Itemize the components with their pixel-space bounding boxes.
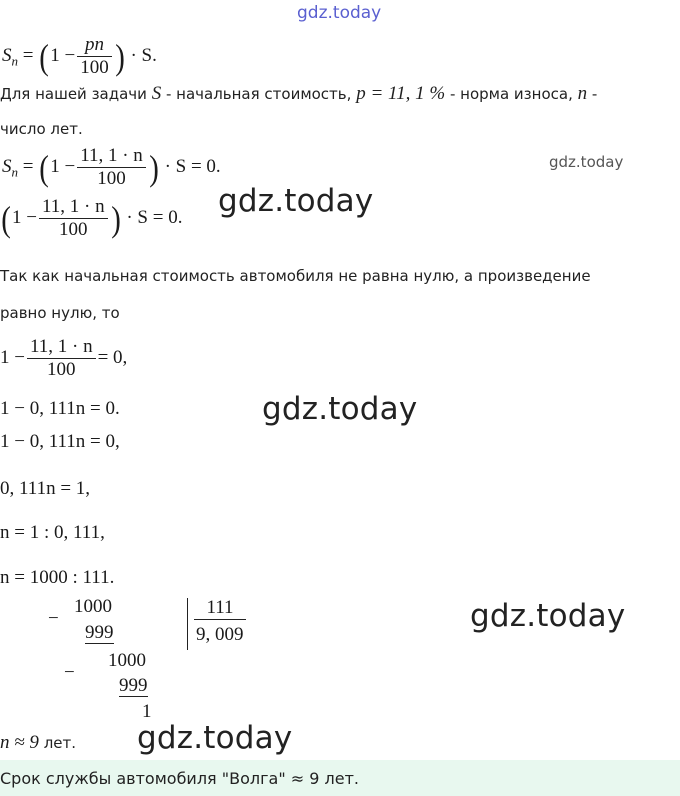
formula-1: $S_n = (1$ − $\frac{pn}{100}$ ) · S. — [2, 34, 157, 78]
approx-expr: n ≈ 9 — [0, 732, 39, 753]
text-1-line-2: число лет. — [0, 120, 83, 138]
formula-1-eq: = — [22, 44, 34, 66]
formula-1-num: pn — [77, 34, 112, 57]
text-1-line-1 — [0, 83, 597, 105]
equation-1 — [0, 336, 127, 381]
approx-unit: лет. — [38, 734, 77, 752]
text-1-b: - начальная стоимость, — [161, 85, 357, 103]
equation-5: n = 1 : 0, 111, — [0, 522, 105, 543]
division-divisor: 111 — [194, 597, 246, 620]
text-1-d: - — [587, 85, 598, 103]
text-1-p-eq: p = 11, 1 % — [356, 83, 446, 104]
text-1-n: n — [577, 83, 588, 104]
division-subtrahend-2: 999 — [119, 675, 148, 696]
formula-2-den: 100 — [97, 168, 126, 189]
division-remainder-2: 1 — [142, 701, 152, 722]
watermark-big-2: gdz.today — [262, 391, 418, 427]
division-dividend: 1000 — [74, 596, 112, 617]
division-bar — [187, 598, 188, 650]
formula-1-tail: · S. — [130, 44, 157, 66]
formula-3-den: 100 — [59, 219, 88, 240]
formula-3-one: 1 − — [12, 206, 37, 228]
formula-3: (1 − $\frac{11, 1 \cdot n}{100}$ ) · S = 0. — [1, 196, 183, 240]
formula-2-sub: n — [11, 164, 18, 180]
formula-3-num: 11, 1 · n — [39, 196, 108, 219]
equation-4: 0, 111n = 1, — [0, 478, 91, 499]
formula-2-tail: · S = 0. — [164, 155, 221, 177]
formula-2-eq: = — [22, 155, 34, 177]
equation-6: n = 1000 : 111. — [0, 567, 115, 588]
formula-2-lhs: S — [2, 155, 12, 177]
approx-line — [0, 732, 76, 754]
watermark-big-3: gdz.today — [470, 598, 626, 634]
equation-1-den: 100 — [47, 359, 76, 380]
text-1-a: Для нашей задачи — [0, 85, 152, 103]
formula-1-den: 100 — [80, 57, 109, 78]
conclusion-text: Срок службы автомобиля "Волга" ≈ 9 лет. — [0, 769, 360, 788]
watermark-small-right: gdz.today — [549, 153, 624, 171]
formula-1-lhs: S — [2, 44, 12, 66]
equation-1-one: 1 − — [0, 346, 25, 368]
division-subtrahend-1: 999 — [85, 622, 114, 643]
equation-1-num: 11, 1 · n — [27, 336, 96, 359]
watermark-big-4: gdz.today — [137, 720, 293, 756]
equation-2: 1 − 0, 111n = 0. — [0, 398, 120, 419]
division-minus-2: − — [64, 662, 75, 683]
division-minus-1: − — [48, 608, 59, 629]
formula-2: $S_n = (1$ − $\frac{11, 1 \cdot n}{100}$ ) · S = 0. — [2, 145, 221, 189]
text-1-c: - норма износа, — [445, 85, 578, 103]
text-1-S: S — [151, 83, 162, 104]
watermark-big-1: gdz.today — [218, 183, 374, 219]
equation-1-tail: = 0, — [97, 346, 128, 368]
formula-1-sub: n — [11, 53, 18, 69]
text-2-line-1: Так как начальная стоимость автомобиля не равна нулю, а произведение — [0, 267, 591, 285]
equation-3: 1 − 0, 111n = 0, — [0, 431, 120, 452]
formula-1-one: 1 − — [50, 44, 76, 66]
formula-2-one: 1 − — [50, 155, 76, 177]
formula-3-tail: · S = 0. — [126, 206, 183, 228]
division-remainder-1: 1000 — [108, 650, 146, 671]
text-2-line-2: равно нулю, то — [0, 304, 120, 322]
division-quotient: 9, 009 — [196, 624, 244, 645]
formula-2-num: 11, 1 · n — [77, 145, 146, 168]
watermark-top: gdz.today — [297, 3, 382, 23]
